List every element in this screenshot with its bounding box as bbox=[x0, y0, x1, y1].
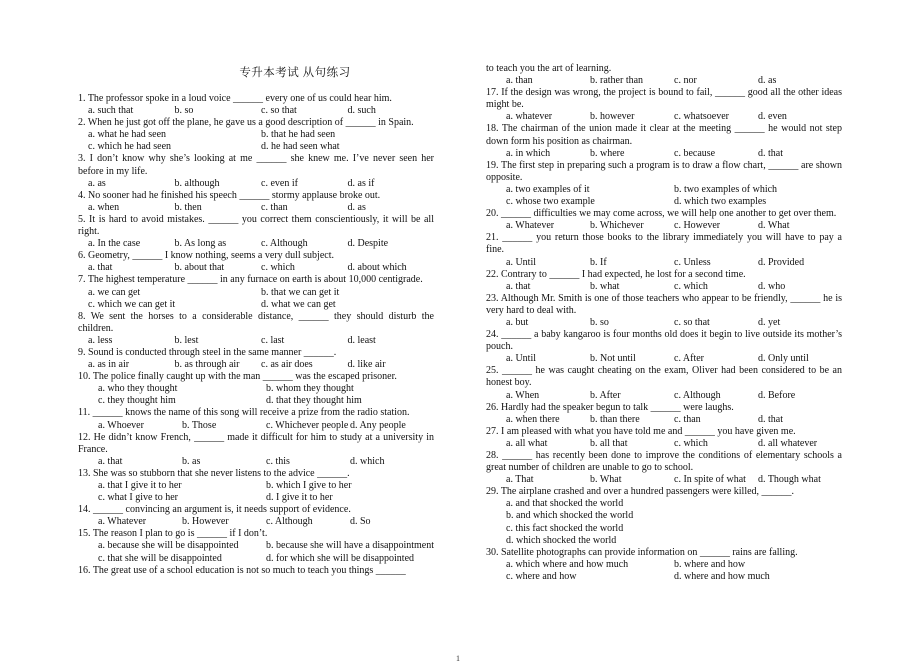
answer-option: d. I give it to her bbox=[266, 492, 333, 504]
question-item bbox=[78, 407, 434, 431]
options-row bbox=[78, 420, 434, 432]
answer-option: d. Any people bbox=[350, 419, 406, 431]
answer-option: b. and which shocked the world bbox=[506, 510, 634, 522]
answer-option: a. that I give it to her bbox=[98, 480, 182, 491]
question-stem: 3. I don’t know why she’s looking at me ______ she knew me. I’ve never seen her before in my life. bbox=[78, 153, 434, 177]
answer-option: d. which bbox=[350, 455, 385, 467]
question-stem: 24. ______ a baby kangaroo is four months old does it begin to live outside its mother’s pouch. bbox=[486, 329, 842, 353]
options-row bbox=[486, 148, 842, 160]
answer-option: b. which I give to her bbox=[266, 480, 352, 491]
answer-option: b. whom they thought bbox=[266, 383, 354, 395]
question-item bbox=[486, 123, 842, 159]
answer-option: b. where bbox=[590, 147, 625, 159]
answer-option: c. they thought him bbox=[98, 395, 176, 407]
answer-option: c. Although bbox=[266, 516, 313, 528]
answer-option: b. so bbox=[174, 105, 194, 117]
question-stem: 4. No sooner had he finished his speech ______ stormy applause broke out. bbox=[78, 189, 381, 201]
answer-option: c. than bbox=[674, 413, 701, 425]
question-item bbox=[78, 432, 434, 468]
answer-option: c. this bbox=[266, 455, 290, 467]
options-row bbox=[78, 202, 434, 214]
answer-option: a. that bbox=[506, 280, 531, 292]
answer-option: d. that bbox=[758, 147, 783, 159]
question-item bbox=[78, 528, 434, 564]
options-row bbox=[78, 492, 434, 504]
question-stem: 19. The first step in preparing such a program is to draw a flow chart, ______ are shown opposite. bbox=[486, 159, 842, 183]
question-item bbox=[78, 347, 434, 371]
options-row bbox=[78, 178, 434, 190]
answer-option: c. Although bbox=[674, 389, 721, 401]
page-title: 专升本考试 从句练习 bbox=[239, 67, 351, 79]
question-stem: 6. Geometry, ______ I know nothing, seems a very dull subject. bbox=[78, 250, 334, 262]
answer-option: c. whose two example bbox=[506, 196, 595, 208]
question-item bbox=[78, 153, 434, 189]
answer-option: d. Only until bbox=[758, 353, 809, 365]
question-stem: 11. ______ knows the name of this song will receive a prize from the radio station. bbox=[78, 407, 410, 419]
answer-option: b. as through air bbox=[174, 359, 240, 371]
answer-option: d. Though what bbox=[758, 474, 821, 486]
answer-option: b. that he had seen bbox=[261, 129, 336, 141]
answer-option: b. so bbox=[590, 316, 609, 328]
options-row bbox=[486, 220, 842, 232]
answer-option: d. such bbox=[347, 105, 376, 117]
answer-option: c. which he had seen bbox=[88, 141, 172, 153]
answer-option: d. Provided bbox=[758, 256, 805, 268]
answer-option: d. which two examples bbox=[674, 196, 767, 208]
answer-option: c. even if bbox=[261, 177, 298, 189]
options-row bbox=[78, 395, 434, 407]
question-stem: 30. Satellite photographs can provide information on ______ rains are falling. bbox=[486, 546, 798, 558]
answer-option: b. where and how bbox=[674, 558, 746, 570]
question-item bbox=[486, 547, 842, 583]
question-stem: 20. ______ difficulties we may come across, we will help one another to get over them. bbox=[486, 208, 837, 220]
answer-option: c. that she will be disappointed bbox=[98, 552, 222, 564]
options-row bbox=[486, 438, 842, 450]
answer-option: b. What bbox=[590, 474, 622, 486]
question-stem: 14. ______ convincing an argument is, it needs support of evidence. bbox=[78, 504, 351, 516]
answer-option: c. whatsoever bbox=[674, 111, 729, 123]
options-row bbox=[486, 523, 842, 535]
answer-option: a. as in air bbox=[88, 359, 130, 371]
question-item bbox=[486, 208, 842, 232]
question-item bbox=[486, 486, 842, 546]
question-item bbox=[78, 190, 434, 214]
answer-option: a. what he had seen bbox=[88, 129, 167, 141]
answer-option: a. two examples of it bbox=[506, 183, 590, 195]
options-row bbox=[486, 474, 842, 486]
options-row bbox=[78, 553, 434, 565]
answer-option: c. which bbox=[261, 262, 295, 274]
answer-option: d. What bbox=[758, 220, 790, 232]
options-row bbox=[78, 480, 434, 492]
answer-option: c. this fact shocked the world bbox=[506, 522, 624, 534]
answer-option: a. all what bbox=[506, 437, 548, 449]
options-row bbox=[78, 383, 434, 395]
answer-option: b. as bbox=[182, 455, 201, 467]
answer-option: b. although bbox=[174, 177, 220, 189]
question-stem: 9. Sound is conducted through steel in the same manner ______. bbox=[78, 346, 337, 358]
answer-option: d. as bbox=[347, 201, 366, 213]
answer-option: c. In spite of what bbox=[674, 474, 746, 486]
page-number: 1 bbox=[456, 654, 460, 663]
answer-option: c. as air does bbox=[261, 359, 313, 371]
answer-option: d. as if bbox=[347, 177, 375, 189]
answer-option: b. what bbox=[590, 280, 620, 292]
question-stem: 16. The great use of a school education is not so much to teach you things ______ bbox=[78, 564, 406, 576]
options-row bbox=[486, 196, 842, 208]
options-row bbox=[486, 111, 842, 123]
answer-option: d. he had seen what bbox=[261, 141, 340, 153]
question-item bbox=[486, 269, 842, 293]
answer-option: b. all that bbox=[590, 437, 628, 449]
answer-option: d. as bbox=[758, 75, 777, 87]
options-row bbox=[78, 129, 434, 141]
question-stem: 25. ______ he was caught cheating on the exam, Oliver had been considered to be an honest boy. bbox=[486, 365, 842, 389]
answer-option: a. Whatever bbox=[506, 220, 555, 232]
options-row bbox=[486, 571, 842, 583]
answer-option: d. So bbox=[350, 516, 371, 528]
answer-option: a. but bbox=[506, 316, 529, 328]
answer-option: b. Not until bbox=[590, 353, 636, 365]
options-row bbox=[486, 353, 842, 365]
question-stem: 8. We sent the horses to a considerable distance, ______ they should disturb the children. bbox=[78, 310, 434, 334]
options-row bbox=[486, 414, 842, 426]
answer-option: a. when there bbox=[506, 413, 560, 425]
answer-option: d. that they thought him bbox=[266, 395, 362, 407]
answer-option: c. which we can get it bbox=[88, 298, 176, 310]
answer-option: c. Unless bbox=[674, 256, 711, 268]
options-row bbox=[78, 516, 434, 528]
answer-option: d. even bbox=[758, 111, 787, 123]
answer-option: a. When bbox=[506, 389, 540, 401]
question-item bbox=[486, 402, 842, 426]
question-stem: 12. He didn’t know French, ______ made it difficult for him to study at a university in France. bbox=[78, 431, 434, 455]
question-stem: 1. The professor spoke in a loud voice ______ every one of us could hear him. bbox=[78, 93, 392, 104]
question-stem: 18. The chairman of the union made it clear at the meeting ______ he would not step down form his position as chairman. bbox=[486, 123, 842, 147]
question-item bbox=[486, 450, 842, 486]
answer-option: d. for which she will be disappointed bbox=[266, 552, 415, 564]
answer-option: a. and that shocked the world bbox=[506, 498, 624, 510]
options-row bbox=[78, 141, 434, 153]
question-stem: 17. If the design was wrong, the project is bound to fail, ______ good all the other ideas might be. bbox=[486, 87, 842, 111]
answer-option: b. about that bbox=[174, 262, 225, 274]
answer-option: d. least bbox=[347, 334, 376, 346]
answer-option: b. however bbox=[590, 111, 635, 123]
question-stem: 13. She was so stubborn that she never listens to the advice ______. bbox=[78, 467, 350, 479]
answer-option: a. than bbox=[506, 75, 533, 87]
answer-option: c. which bbox=[674, 437, 708, 449]
answer-option: d. that bbox=[758, 413, 783, 425]
answer-option: d. about which bbox=[347, 262, 407, 274]
question-stem: 21. ______ you return those books to the library immediately you will have to pay a fine. bbox=[486, 232, 842, 256]
answer-option: c. because bbox=[674, 147, 716, 159]
answer-option: b. However bbox=[182, 516, 229, 528]
options-row bbox=[486, 281, 842, 293]
question-item bbox=[78, 565, 434, 577]
question-item bbox=[486, 293, 842, 329]
answer-option: c. nor bbox=[674, 75, 697, 87]
answer-option: d. who bbox=[758, 280, 786, 292]
answer-option: d. which shocked the world bbox=[506, 534, 617, 546]
answer-option: d. what we can get bbox=[261, 298, 336, 310]
question-item bbox=[486, 232, 842, 268]
options-row bbox=[486, 390, 842, 402]
answer-option: d. yet bbox=[758, 316, 781, 328]
options-row bbox=[486, 498, 842, 510]
options-row bbox=[78, 540, 434, 552]
answer-option: c. so that bbox=[674, 316, 710, 328]
answer-option: a. that bbox=[88, 262, 113, 274]
question-stem: 2. When he just got off the plane, he gave us a good description of ______ in Spain. bbox=[78, 117, 414, 129]
answer-option: b. rather than bbox=[590, 75, 644, 87]
answer-option: c. what I give to her bbox=[98, 492, 178, 504]
right-column bbox=[486, 63, 842, 583]
answer-option: a. Until bbox=[506, 353, 536, 365]
answer-option: c. so that bbox=[261, 105, 297, 117]
answer-option: a. that bbox=[98, 455, 123, 467]
question-stem: 7. The highest temperature ______ in any furnace on earth is about 10,000 centigrade. bbox=[78, 274, 423, 286]
question-item bbox=[486, 426, 842, 450]
question-item bbox=[486, 365, 842, 401]
answer-option: b. two examples of which bbox=[674, 183, 778, 195]
options-row bbox=[78, 456, 434, 468]
question-stem: 27. I am pleased with what you have told me and ______ you have given me. bbox=[486, 425, 796, 437]
question-stem: 28. ______ has recently been done to improve the conditions of elementary schools a great number of children are unable to go to school. bbox=[486, 450, 842, 474]
answer-option: a. such that bbox=[88, 105, 134, 117]
answer-option: b. lest bbox=[174, 334, 199, 346]
answer-option: a. less bbox=[88, 334, 113, 346]
left-column bbox=[78, 93, 434, 577]
question-stem: 15. The reason I plan to go is ______ if I don’t. bbox=[78, 528, 268, 540]
answer-option: b. then bbox=[174, 201, 202, 213]
question-stem: to teach you the art of learning. bbox=[486, 63, 612, 74]
answer-option: d. where and how much bbox=[674, 570, 770, 582]
answer-option: a. whatever bbox=[506, 111, 553, 123]
options-row bbox=[78, 359, 434, 371]
options-row bbox=[78, 262, 434, 274]
question-item bbox=[78, 117, 434, 153]
options-row bbox=[78, 105, 434, 117]
question-stem: 26. Hardly had the speaker begun to talk ______ were laughs. bbox=[486, 401, 734, 413]
question-stem: 10. The police finally caught up with the man ______ was the escaped prisoner. bbox=[78, 371, 397, 383]
answer-option: b. Whichever bbox=[590, 220, 644, 232]
answer-option: c. which bbox=[674, 280, 708, 292]
answer-option: a. which where and how much bbox=[506, 558, 629, 570]
answer-option: a. In the case bbox=[88, 238, 141, 250]
question-stem: 23. Although Mr. Smith is one of those teachers who appear to be friendly, ______ he is very hard to deal with. bbox=[486, 292, 842, 316]
answer-option: c. Whichever people bbox=[266, 419, 349, 431]
answer-option: b. that we can get it bbox=[261, 286, 340, 298]
answer-option: c. After bbox=[674, 353, 704, 365]
answer-option: d. Before bbox=[758, 389, 796, 401]
answer-option: a. we can get bbox=[88, 286, 141, 298]
options-row bbox=[78, 299, 434, 311]
answer-option: d. Despite bbox=[347, 238, 389, 250]
options-row bbox=[486, 184, 842, 196]
answer-option: b. than there bbox=[590, 413, 640, 425]
answer-option: d. all whatever bbox=[758, 437, 818, 449]
answer-option: a. That bbox=[506, 474, 534, 486]
question-item bbox=[486, 63, 842, 87]
options-row bbox=[486, 317, 842, 329]
question-item bbox=[78, 250, 434, 274]
answer-option: a. in which bbox=[506, 147, 551, 159]
options-row bbox=[78, 287, 434, 299]
answer-option: a. as bbox=[88, 177, 106, 189]
question-item bbox=[78, 214, 434, 250]
answer-option: b. because she will have a disappointment bbox=[266, 540, 435, 552]
answer-option: a. Whoever bbox=[98, 419, 144, 431]
options-row bbox=[486, 559, 842, 571]
answer-option: b. If bbox=[590, 256, 607, 268]
question-stem: 5. It is hard to avoid mistakes. ______ you correct them conscientiously, it will be all right. bbox=[78, 213, 434, 238]
answer-option: c. than bbox=[261, 201, 288, 213]
options-row bbox=[486, 75, 842, 87]
question-item bbox=[486, 160, 842, 208]
answer-option: b. Those bbox=[182, 419, 217, 431]
question-item bbox=[78, 311, 434, 347]
options-row bbox=[486, 535, 842, 547]
answer-option: b. As long as bbox=[174, 238, 227, 250]
question-stem: 29. The airplane crashed and over a hundred passengers were killed, ______. bbox=[486, 486, 795, 498]
question-item bbox=[78, 468, 434, 504]
question-item bbox=[78, 504, 434, 528]
answer-option: c. However bbox=[674, 220, 721, 232]
answer-option: a. who they thought bbox=[98, 383, 178, 395]
question-item bbox=[78, 93, 434, 117]
options-row bbox=[486, 510, 842, 522]
answer-option: a. Until bbox=[506, 256, 536, 268]
question-item bbox=[78, 274, 434, 310]
answer-option: c. Although bbox=[261, 238, 308, 250]
question-item bbox=[486, 329, 842, 365]
answer-option: a. because she will be disappointed bbox=[98, 540, 239, 552]
answer-option: c. where and how bbox=[506, 570, 577, 582]
question-stem: 22. Contrary to ______ I had expected, he lost for a second time. bbox=[486, 268, 746, 280]
question-item bbox=[78, 371, 434, 407]
options-row bbox=[486, 257, 842, 269]
answer-option: c. last bbox=[261, 334, 285, 346]
options-row bbox=[78, 335, 434, 347]
answer-option: b. After bbox=[590, 389, 621, 401]
answer-option: a. Whatever bbox=[98, 516, 147, 528]
question-item bbox=[486, 87, 842, 123]
options-row bbox=[78, 238, 434, 250]
answer-option: d. like air bbox=[347, 359, 386, 371]
answer-option: a. when bbox=[88, 201, 120, 213]
